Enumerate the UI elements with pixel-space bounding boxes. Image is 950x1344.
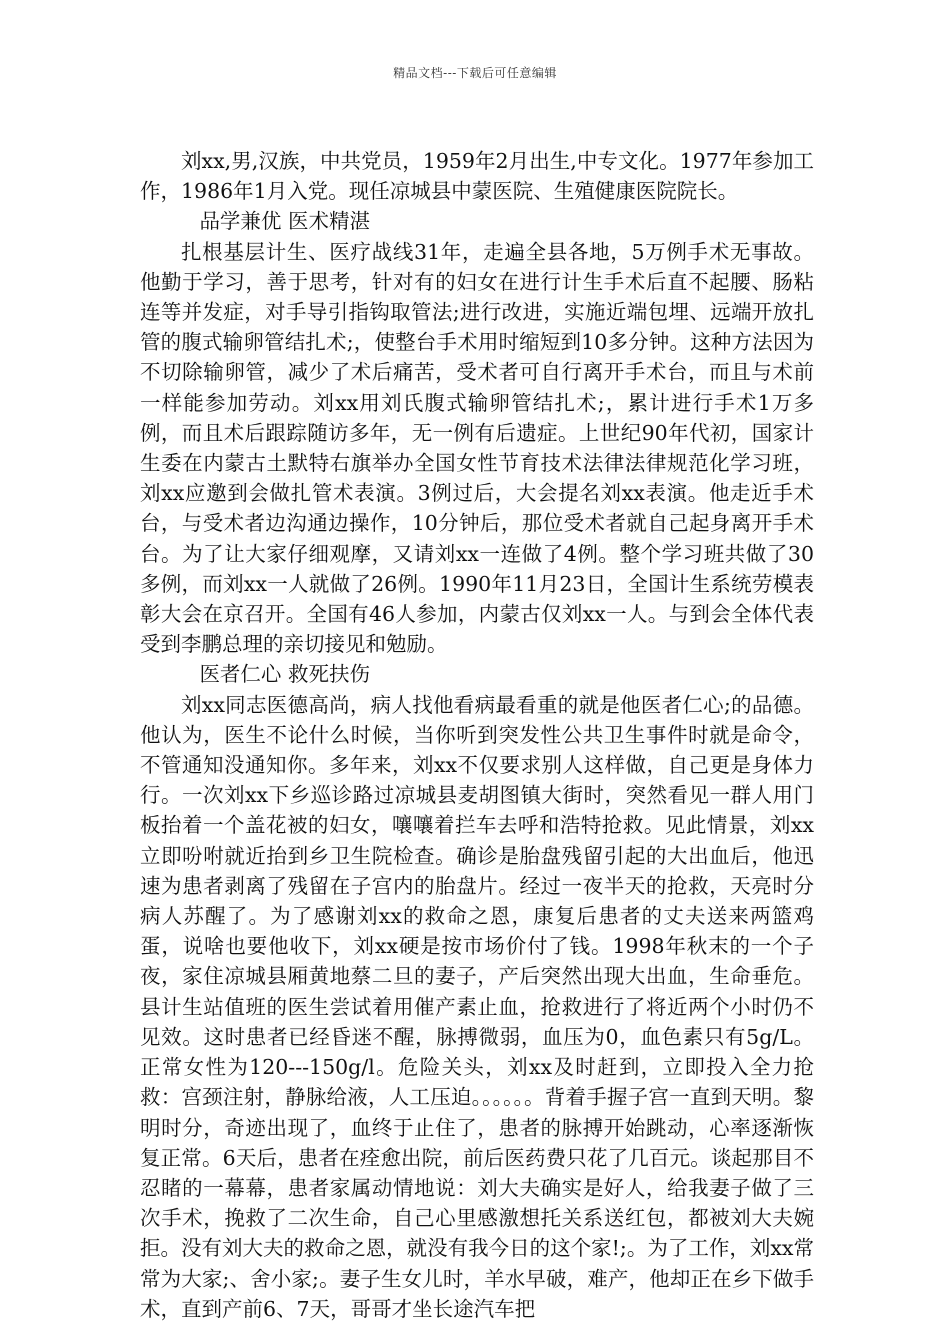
section-heading-2: 医者仁心 救死扶伤: [199, 662, 370, 687]
page-header: 精品文档---下载后可任意编辑: [393, 66, 557, 80]
section-paragraph-1: 扎根基层计生、医疗战线31年，走遍全县各地，5万例手术无事故。他勤于学习，善于思考，针对有的妇女在进行计生手术后直不起腰、肠粘连等并发症，对手导引指钩取管法;进行改进，实施近端包埋、远端开放扎管的腹式输卵管结扎术;，使整台手术用时缩短到10多分钟。这种方法因为不切除输卵管，减少了术后痛苦，受术者可自行离开手术台，而且与术前一样能参加劳动。刘xx用刘氏腹式输卵管结扎术;，累计进行手术1万多例，而且术后跟踪随访多年，无一例有后遗症。上世纪90年代初，国家计生委在内蒙古土默特右旗举办全国女性节育技术法律法律规范化学习班，刘xx应邀到会做扎管术表演。3例过后，大会提名刘xx表演。他走近手术台，与受术者边沟通边操作，10分钟后，那位受术者就自己起身离开手术台。为了让大家仔细观摩，又请刘xx一连做了4例。整个学习班共做了30多例，而刘xx一人就做了26例。1990年11月23日，全国计生系统劳模表彰大会在京召开。全国有46人参加，内蒙古仅刘xx一人。与到会全体代表受到李鹏总理的亲切接见和勉励。: [140, 239, 814, 657]
intro-paragraph: 刘xx,男,汉族，中共党员，1959年2月出生,中专文化。1977年参加工作，1986年1月入党。现任凉城县中蒙医院、生殖健康医院院长。: [140, 149, 814, 204]
section-heading-1: 品学兼优 医术精湛: [199, 209, 370, 234]
document-body: [140, 146, 814, 1324]
section-paragraph-2: 刘xx同志医德高尚，病人找他看病最看重的就是他医者仁心;的品德。他认为，医生不论什么时候，当你听到突发性公共卫生事件时就是命令，不管通知没通知你。多年来，刘xx不仅要求别人这样做，自己更是身体力行。一次刘xx下乡巡诊路过凉城县麦胡图镇大街时，突然看见一群人用门板抬着一个盖花被的妇女，嚷嚷着拦车去呼和浩特抢救。见此情景，刘xx立即吩咐就近抬到乡卫生院检查。确诊是胎盘残留引起的大出血后，他迅速为患者剥离了残留在子宫内的胎盘片。经过一夜半天的抢救，天亮时分病人苏醒了。为了感谢刘xx的救命之恩，康复后患者的丈夫送来两篮鸡蛋，说啥也要他收下，刘xx硬是按市场价付了钱。1998年秋末的一个子夜，家住凉城县厢黄地蔡二旦的妻子，产后突然出现大出血，生命垂危。县计生站值班的医生尝试着用催产素止血，抢救进行了将近两个小时仍不见效。这时患者已经昏迷不醒，脉搏微弱，血压为0，血色素只有5g/L。正常女性为120---150g/l。危险关头，刘xx及时赶到，立即投入全力抢救：宫颈注射，静脉给液，人工压迫。。。。。。背着手握子宫一直到天明。黎明时分，奇迹出现了，血终于止住了，患者的脉搏开始跳动，心率逐渐恢复正常。6天后，患者在痊愈出院，前后医药费只花了几百元。谈起那目不忍睹的一幕幕，患者家属动情地说：刘大夫确实是好人，给我妻子做了三次手术，挽救了二次生命，自己心里感激想托关系送红包，都被刘大夫婉拒。没有刘大夫的救命之恩，就没有我今日的这个家!;。为了工作，刘xx常常为大家;、舍小家;。妻子生女儿时，羊水早破，难产，他却正在乡下做手术，直到产前6、7天，哥哥才坐长途汽车把: [140, 692, 814, 1321]
